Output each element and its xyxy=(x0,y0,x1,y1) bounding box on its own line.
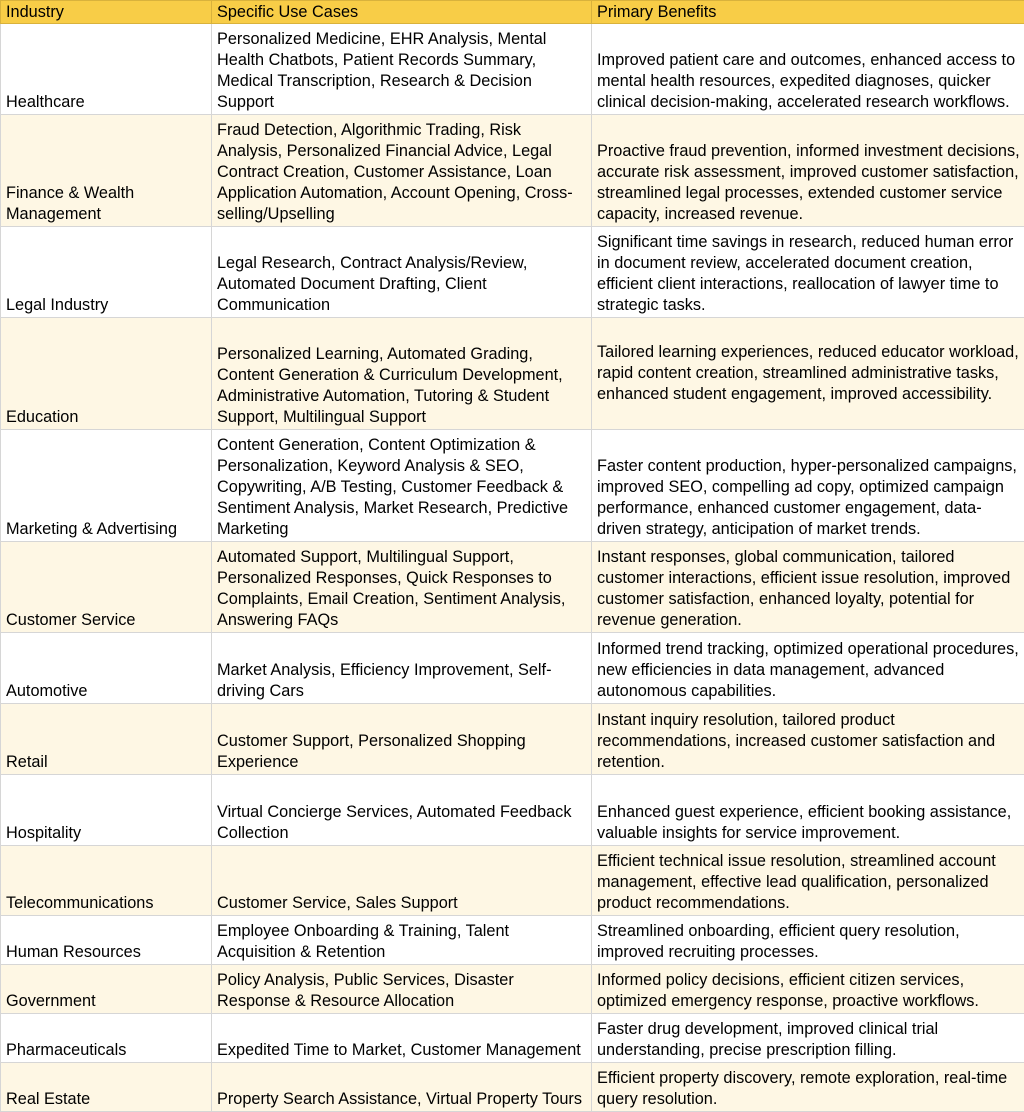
benefits-cell: Efficient technical issue resolution, streamlined account management, effective lead qualification, personalized product recommendations. xyxy=(592,846,1024,916)
benefits-cell: Informed trend tracking, optimized operational procedures, new efficiencies in data management, advanced autonomous capabilities. xyxy=(592,633,1024,704)
use-cases-cell: Legal Research, Contract Analysis/Review, Automated Document Drafting, Client Communication xyxy=(212,227,592,318)
table-row xyxy=(1,1063,1024,1112)
industry-cell: Automotive xyxy=(1,633,212,704)
use-cases-cell: Expedited Time to Market, Customer Management xyxy=(212,1014,592,1063)
industry-cell: Human Resources xyxy=(1,916,212,965)
benefits-cell: Streamlined onboarding, efficient query resolution, improved recruiting processes. xyxy=(592,916,1024,965)
use-cases-cell: Property Search Assistance, Virtual Property Tours xyxy=(212,1063,592,1112)
use-cases-cell: Market Analysis, Efficiency Improvement, Self-driving Cars xyxy=(212,633,592,704)
benefits-cell: Faster content production, hyper-personalized campaigns, improved SEO, compelling ad copy, optimized campaign performance, enhanced customer engagement, data-driven strategy, anticipation of market trends. xyxy=(592,430,1024,542)
use-cases-cell: Fraud Detection, Algorithmic Trading, Risk Analysis, Personalized Financial Advice, Legal Contract Creation, Customer Assistance, Loan Application Automation, Account Opening, Cross-selling/Upselling xyxy=(212,115,592,227)
use-cases-cell: Automated Support, Multilingual Support, Personalized Responses, Quick Responses to Complaints, Email Creation, Sentiment Analysis, Answering FAQs xyxy=(212,542,592,633)
industry-cell: Retail xyxy=(1,704,212,775)
header-benefits: Primary Benefits xyxy=(592,1,1024,24)
table-row xyxy=(1,318,1024,430)
benefits-cell: Efficient property discovery, remote exploration, real-time query resolution. xyxy=(592,1063,1024,1112)
table-row xyxy=(1,633,1024,704)
industry-cell: Pharmaceuticals xyxy=(1,1014,212,1063)
use-cases-cell: Customer Support, Personalized Shopping Experience xyxy=(212,704,592,775)
benefits-cell: Improved patient care and outcomes, enhanced access to mental health resources, expedited diagnoses, quicker clinical decision-making, accelerated research workflows. xyxy=(592,24,1024,115)
use-cases-cell: Personalized Medicine, EHR Analysis, Mental Health Chatbots, Patient Records Summary, Medical Transcription, Research & Decision Support xyxy=(212,24,592,115)
header-use-cases: Specific Use Cases xyxy=(212,1,592,24)
table-row xyxy=(1,775,1024,846)
table-row xyxy=(1,542,1024,633)
table-row xyxy=(1,115,1024,227)
industry-cell: Legal Industry xyxy=(1,227,212,318)
industry-cell: Real Estate xyxy=(1,1063,212,1112)
benefits-cell: Proactive fraud prevention, informed investment decisions, accurate risk assessment, improved customer satisfaction, streamlined legal processes, extended customer service capacity, increased revenue. xyxy=(592,115,1024,227)
industry-cell: Marketing & Advertising xyxy=(1,430,212,542)
benefits-cell: Significant time savings in research, reduced human error in document review, accelerated document creation, efficient client interactions, reallocation of lawyer time to strategic tasks. xyxy=(592,227,1024,318)
industry-cell: Hospitality xyxy=(1,775,212,846)
industry-cell: Telecommunications xyxy=(1,846,212,916)
use-cases-cell: Employee Onboarding & Training, Talent Acquisition & Retention xyxy=(212,916,592,965)
table-row xyxy=(1,846,1024,916)
header-row xyxy=(1,1,1024,24)
table-row xyxy=(1,916,1024,965)
benefits-cell: Faster drug development, improved clinical trial understanding, precise prescription filling. xyxy=(592,1014,1024,1063)
use-cases-cell: Content Generation, Content Optimization & Personalization, Keyword Analysis & SEO, Copywriting, A/B Testing, Customer Feedback & Sentiment Analysis, Market Research, Predictive Marketing xyxy=(212,430,592,542)
industry-cell: Finance & Wealth Management xyxy=(1,115,212,227)
use-cases-cell: Virtual Concierge Services, Automated Feedback Collection xyxy=(212,775,592,846)
table-row xyxy=(1,1014,1024,1063)
header-industry: Industry xyxy=(1,1,212,24)
benefits-cell: Instant inquiry resolution, tailored product recommendations, increased customer satisfaction and retention. xyxy=(592,704,1024,775)
use-cases-cell: Policy Analysis, Public Services, Disaster Response & Resource Allocation xyxy=(212,965,592,1014)
industry-cell: Government xyxy=(1,965,212,1014)
table-row xyxy=(1,704,1024,775)
industry-cell: Healthcare xyxy=(1,24,212,115)
use-cases-cell: Customer Service, Sales Support xyxy=(212,846,592,916)
benefits-cell: Enhanced guest experience, efficient booking assistance, valuable insights for service improvement. xyxy=(592,775,1024,846)
use-cases-cell: Personalized Learning, Automated Grading, Content Generation & Curriculum Development, Administrative Automation, Tutoring & Student Support, Multilingual Support xyxy=(212,318,592,430)
industry-cell: Customer Service xyxy=(1,542,212,633)
benefits-cell: Tailored learning experiences, reduced educator workload, rapid content creation, streamlined administrative tasks, enhanced student engagement, improved accessibility. xyxy=(592,318,1024,430)
table-row xyxy=(1,24,1024,115)
table-row xyxy=(1,227,1024,318)
benefits-cell: Informed policy decisions, efficient citizen services, optimized emergency response, proactive workflows. xyxy=(592,965,1024,1014)
benefits-cell: Instant responses, global communication, tailored customer interactions, efficient issue resolution, improved customer satisfaction, enhanced loyalty, potential for revenue generation. xyxy=(592,542,1024,633)
table-row xyxy=(1,965,1024,1014)
table-row xyxy=(1,430,1024,542)
industry-cell: Education xyxy=(1,318,212,430)
